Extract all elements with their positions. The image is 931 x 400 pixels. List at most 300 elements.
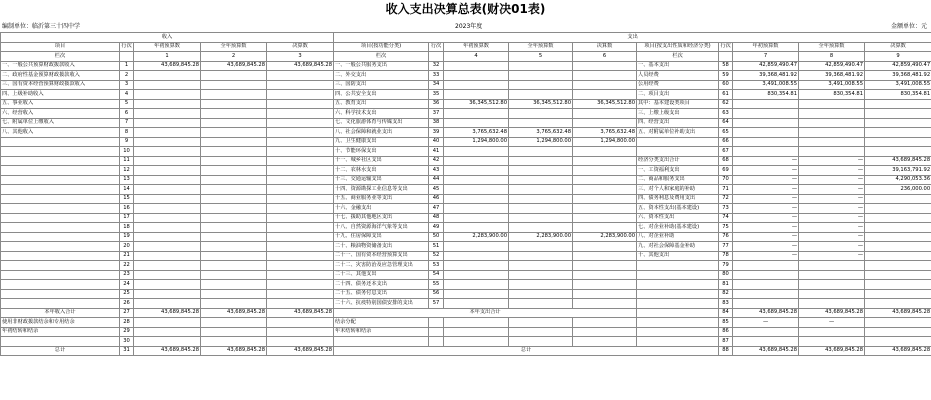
table-cell: [444, 337, 509, 347]
table-cell: 四、债务利息及费用支出: [637, 194, 719, 204]
table-cell: [201, 118, 267, 128]
table-cell: —: [799, 166, 865, 176]
table-cell: 82: [719, 289, 733, 299]
table-cell: 28: [120, 318, 134, 328]
table-cell: [201, 80, 267, 90]
table-cell: 36: [429, 99, 444, 109]
table-cell: [267, 166, 334, 176]
table-cell: 60: [719, 80, 733, 90]
table-cell: [134, 299, 201, 309]
line-header: 行次: [719, 42, 733, 52]
table-cell: [509, 80, 573, 90]
table-cell: [509, 223, 573, 233]
table-row: [1, 147, 931, 157]
table-row: [1, 204, 931, 214]
table-cell: 830,354.81: [865, 90, 931, 100]
table-cell: [201, 261, 267, 271]
table-cell: 88: [719, 346, 733, 356]
column-label: 栏次: [1, 52, 120, 62]
table-row: [1, 261, 931, 271]
table-cell: [201, 337, 267, 347]
table-cell: —: [733, 242, 799, 252]
table-cell: [637, 337, 719, 347]
col-num: 8: [799, 52, 865, 62]
table-cell: —: [799, 175, 865, 185]
table-cell: [573, 251, 637, 261]
table-cell: 87: [719, 337, 733, 347]
table-cell: [201, 71, 267, 81]
table-cell: —: [733, 223, 799, 233]
table-cell: [799, 299, 865, 309]
table-cell: 43,689,845.28: [865, 308, 931, 318]
table-cell: [573, 213, 637, 223]
table-cell: 七、附属单位上缴收入: [1, 118, 120, 128]
table-cell: 十、节能环保支出: [334, 147, 429, 157]
table-cell: 4: [120, 90, 134, 100]
table-cell: 59: [719, 71, 733, 81]
table-cell: [509, 156, 573, 166]
table-cell: —: [799, 232, 865, 242]
table-cell: [1, 270, 120, 280]
table-row: [1, 280, 931, 290]
table-cell: [444, 109, 509, 119]
table-cell: 9: [120, 137, 134, 147]
table-cell: [573, 175, 637, 185]
table-cell: [267, 71, 334, 81]
table-cell: 2,283,900.00: [573, 232, 637, 242]
table-row: [1, 61, 931, 71]
table-cell: —: [733, 213, 799, 223]
table-cell: 五、对附属单位补助支出: [637, 128, 719, 138]
table-cell: 45: [429, 185, 444, 195]
table-cell: [201, 299, 267, 309]
table-cell: [201, 137, 267, 147]
table-cell: [799, 261, 865, 271]
table-cell: [865, 194, 931, 204]
unit-label: 编制单位：临沂第三十四中学: [2, 23, 81, 30]
table-cell: 79: [719, 261, 733, 271]
table-cell: [444, 280, 509, 290]
currency-label: 金额单位：元: [890, 23, 927, 30]
table-cell: [134, 128, 201, 138]
table-cell: 3,491,008.55: [799, 80, 865, 90]
table-cell: [509, 251, 573, 261]
table-cell: [1, 213, 120, 223]
table-cell: 56: [429, 289, 444, 299]
table-cell: —: [733, 185, 799, 195]
table-cell: [267, 80, 334, 90]
table-cell: [865, 299, 931, 309]
table-cell: 65: [719, 128, 733, 138]
table-cell: [573, 156, 637, 166]
table-cell: [1, 280, 120, 290]
table-cell: 37: [429, 109, 444, 119]
table-cell: [134, 80, 201, 90]
table-cell: [1, 194, 120, 204]
table-cell: 62: [719, 99, 733, 109]
table-cell: 2,283,900.00: [444, 232, 509, 242]
carry-in-label: 年初结转和结余: [1, 327, 120, 337]
table-cell: [267, 128, 334, 138]
table-cell: [201, 185, 267, 195]
table-cell: 五、事业收入: [1, 99, 120, 109]
table-cell: [267, 137, 334, 147]
table-cell: 78: [719, 251, 733, 261]
table-cell: 3,491,008.55: [865, 80, 931, 90]
table-cell: [509, 118, 573, 128]
table-row: [1, 80, 931, 90]
table-cell: —: [733, 156, 799, 166]
table-cell: [201, 90, 267, 100]
table-cell: [573, 242, 637, 252]
table-cell: [865, 337, 931, 347]
col-num: 2: [201, 52, 267, 62]
table-cell: 17: [120, 213, 134, 223]
table-cell: 43,689,845.28: [134, 346, 201, 356]
table-cell: [134, 99, 201, 109]
table-cell: [865, 261, 931, 271]
table-cell: [134, 223, 201, 233]
col-num: 7: [733, 52, 799, 62]
table-cell: [733, 261, 799, 271]
table-cell: [201, 242, 267, 252]
table-cell: 3,491,008.55: [733, 80, 799, 90]
table-cell: 十七、援助其他地区支出: [334, 213, 429, 223]
table-cell: [201, 327, 267, 337]
col-num: 1: [134, 52, 201, 62]
table-cell: 23: [120, 270, 134, 280]
table-cell: [733, 118, 799, 128]
empty-cell: [120, 52, 134, 62]
table-cell: [444, 71, 509, 81]
header-row-2: [1, 42, 931, 52]
table-cell: 61: [719, 90, 733, 100]
table-row: [1, 109, 931, 119]
table-cell: 29: [120, 327, 134, 337]
table-cell: 五、教育支出: [334, 99, 429, 109]
table-cell: [134, 289, 201, 299]
table-cell: [134, 90, 201, 100]
table-cell: 50: [429, 232, 444, 242]
table-cell: [573, 327, 637, 337]
col-num: 6: [573, 52, 637, 62]
table-cell: —: [733, 251, 799, 261]
table-cell: [201, 213, 267, 223]
table-cell: [573, 261, 637, 271]
table-cell: —: [799, 204, 865, 214]
table-cell: 43,689,845.28: [865, 346, 931, 356]
table-cell: 三、国有资本经营预算财政拨款收入: [1, 80, 120, 90]
table-cell: [509, 61, 573, 71]
table-cell: [134, 337, 201, 347]
table-cell: 42,859,490.47: [799, 61, 865, 71]
table-cell: —: [733, 204, 799, 214]
table-cell: —: [799, 213, 865, 223]
table-cell: [733, 270, 799, 280]
table-cell: [1, 204, 120, 214]
table-cell: 67: [719, 147, 733, 157]
table-cell: [865, 242, 931, 252]
table-cell: [267, 318, 334, 328]
table-cell: —: [799, 223, 865, 233]
table-cell: 8: [120, 128, 134, 138]
table-cell: 3,765,632.48: [444, 128, 509, 138]
table-cell: 三、上缴上级支出: [637, 109, 719, 119]
table-cell: [267, 289, 334, 299]
table-cell: 人员经费: [637, 71, 719, 81]
header-row-1: [1, 33, 931, 43]
table-cell: [267, 109, 334, 119]
table-cell: 7: [120, 118, 134, 128]
table-cell: 32: [429, 61, 444, 71]
table-cell: [1, 175, 120, 185]
table-cell: 3,765,632.48: [573, 128, 637, 138]
table-cell: 42,859,490.47: [733, 61, 799, 71]
table-cell: [201, 109, 267, 119]
table-cell: [509, 280, 573, 290]
table-cell: [444, 80, 509, 90]
table-cell: 五、资本性支出(基本建设): [637, 204, 719, 214]
table-row: [1, 71, 931, 81]
table-cell: [509, 109, 573, 119]
report-title: 收入支出决算总表(财决01表): [385, 2, 546, 16]
table-cell: 18: [120, 223, 134, 233]
table-cell: 75: [719, 223, 733, 233]
table-cell: 二十六、抗疫特别国债安排的支出: [334, 299, 429, 309]
empty-cell: [637, 308, 719, 318]
report-table: [0, 32, 931, 356]
table-cell: 二十三、其他支出: [334, 270, 429, 280]
table-cell: [444, 90, 509, 100]
fund-use-label: 使用非财政拨款结余和专用结余: [1, 318, 120, 328]
table-cell: [134, 147, 201, 157]
table-cell: 九、卫生健康支出: [334, 137, 429, 147]
table-cell: 42: [429, 156, 444, 166]
table-cell: 830,354.81: [733, 90, 799, 100]
table-cell: [733, 109, 799, 119]
table-cell: [444, 223, 509, 233]
table-cell: [733, 99, 799, 109]
table-cell: [1, 299, 120, 309]
table-cell: [267, 232, 334, 242]
income-expense-total-row: [1, 308, 931, 318]
table-cell: 十六、金融支出: [334, 204, 429, 214]
table-cell: 44: [429, 175, 444, 185]
econ-item-header: 项目(按支出性质和经济分类): [637, 42, 719, 52]
table-cell: 六、经营收入: [1, 109, 120, 119]
table-cell: [201, 270, 267, 280]
table-cell: 七、文化旅游体育与传媒支出: [334, 118, 429, 128]
table-cell: [134, 270, 201, 280]
table-cell: 64: [719, 118, 733, 128]
col-num: 4: [444, 52, 509, 62]
table-cell: [637, 261, 719, 271]
table-row: [1, 185, 931, 195]
table-cell: 一、一般公共服务支出: [334, 61, 429, 71]
table-cell: 36,345,512.80: [444, 99, 509, 109]
table-cell: [573, 71, 637, 81]
column-number-row: [1, 52, 931, 62]
table-cell: [733, 280, 799, 290]
table-cell: [267, 299, 334, 309]
table-cell: 39,368,481.92: [733, 71, 799, 81]
table-cell: [134, 175, 201, 185]
table-cell: [573, 299, 637, 309]
func-item-header: 项目(按功能分类): [334, 42, 429, 52]
table-row: [1, 270, 931, 280]
table-cell: 1,294,800.00: [573, 137, 637, 147]
table-cell: —: [733, 318, 799, 328]
table-cell: —: [733, 232, 799, 242]
table-cell: [865, 99, 931, 109]
table-cell: [267, 185, 334, 195]
budget-initial-header: 年初预算数: [134, 42, 201, 52]
table-cell: [799, 337, 865, 347]
table-cell: 39: [429, 128, 444, 138]
table-cell: 236,000.00: [865, 185, 931, 195]
table-cell: [733, 147, 799, 157]
table-cell: [201, 251, 267, 261]
table-cell: [134, 156, 201, 166]
table-cell: 22: [120, 261, 134, 271]
table-cell: 74: [719, 213, 733, 223]
table-cell: [733, 128, 799, 138]
table-row: [1, 223, 931, 233]
table-cell: [1, 232, 120, 242]
table-cell: [1, 185, 120, 195]
table-cell: [573, 289, 637, 299]
table-cell: 二十五、债务付息支出: [334, 289, 429, 299]
table-cell: [637, 147, 719, 157]
table-cell: 77: [719, 242, 733, 252]
table-cell: [573, 166, 637, 176]
table-cell: 5: [120, 99, 134, 109]
table-cell: [799, 270, 865, 280]
table-cell: —: [799, 185, 865, 195]
expense-header: 支出: [334, 33, 931, 43]
table-cell: [509, 270, 573, 280]
table-cell: 41: [429, 147, 444, 157]
table-cell: [444, 261, 509, 271]
table-cell: 43,689,845.28: [201, 61, 267, 71]
table-cell: 27: [120, 308, 134, 318]
table-row: [1, 289, 931, 299]
table-cell: —: [799, 156, 865, 166]
table-cell: [444, 213, 509, 223]
table-cell: [267, 118, 334, 128]
table-cell: 43,689,845.28: [134, 308, 201, 318]
table-cell: 43: [429, 166, 444, 176]
table-cell: [134, 166, 201, 176]
table-cell: —: [733, 194, 799, 204]
table-cell: 4,290,053.36: [865, 175, 931, 185]
table-cell: 二十四、债务还本支出: [334, 280, 429, 290]
table-cell: [509, 90, 573, 100]
table-cell: 58: [719, 61, 733, 71]
table-cell: [573, 80, 637, 90]
table-cell: [509, 204, 573, 214]
table-cell: [134, 109, 201, 119]
table-cell: [134, 327, 201, 337]
table-cell: [444, 156, 509, 166]
table-cell: 57: [429, 299, 444, 309]
table-cell: [267, 270, 334, 280]
table-cell: [637, 318, 719, 328]
table-cell: [509, 289, 573, 299]
table-cell: 42,859,490.47: [865, 61, 931, 71]
table-cell: [865, 204, 931, 214]
carry-out-label: 年末结转和结余: [334, 327, 429, 337]
table-cell: 39,163,791.92: [865, 166, 931, 176]
final-header: 决算数: [865, 42, 931, 52]
table-cell: —: [799, 318, 865, 328]
table-cell: [573, 185, 637, 195]
col-num: 3: [267, 52, 334, 62]
table-cell: 86: [719, 327, 733, 337]
table-cell: [509, 261, 573, 271]
table-cell: 三、对个人和家庭的补助: [637, 185, 719, 195]
table-cell: 八、对企业补助: [637, 232, 719, 242]
table-cell: —: [799, 251, 865, 261]
table-cell: 21: [120, 251, 134, 261]
table-row: [1, 90, 931, 100]
table-cell: 1: [120, 61, 134, 71]
table-cell: 一、工资福利支出: [637, 166, 719, 176]
empty-cell: [429, 52, 444, 62]
table-cell: [799, 137, 865, 147]
table-cell: [1, 166, 120, 176]
table-cell: [444, 175, 509, 185]
table-cell: 一、一般公共预算财政拨款收入: [1, 61, 120, 71]
table-row: [1, 166, 931, 176]
table-cell: [201, 232, 267, 242]
table-cell: [573, 61, 637, 71]
table-cell: [444, 270, 509, 280]
table-cell: [509, 327, 573, 337]
column-label: 栏次: [637, 52, 719, 62]
table-cell: 经济分类支出合计: [637, 156, 719, 166]
table-cell: [509, 318, 573, 328]
table-cell: [637, 137, 719, 147]
table-cell: 十四、资源勘探工业信息等支出: [334, 185, 429, 195]
table-cell: [201, 223, 267, 233]
table-cell: 二十、粮油物资储备支出: [334, 242, 429, 252]
table-cell: [267, 156, 334, 166]
table-cell: [865, 213, 931, 223]
table-cell: 25: [120, 289, 134, 299]
table-cell: [267, 223, 334, 233]
table-cell: [1, 137, 120, 147]
table-cell: 四、公共安全支出: [334, 90, 429, 100]
expense-total-label: 本年支出合计: [334, 308, 637, 318]
table-cell: —: [733, 175, 799, 185]
table-cell: 55: [429, 280, 444, 290]
table-cell: 830,354.81: [799, 90, 865, 100]
table-cell: [637, 289, 719, 299]
table-cell: [201, 156, 267, 166]
table-cell: 69: [719, 166, 733, 176]
table-cell: 12: [120, 166, 134, 176]
table-row: [1, 213, 931, 223]
table-row: [1, 175, 931, 185]
table-cell: [573, 204, 637, 214]
table-row: [1, 99, 931, 109]
table-cell: 31: [120, 346, 134, 356]
table-cell: 二、政府性基金预算财政拨款收入: [1, 71, 120, 81]
table-cell: 43,689,845.28: [267, 61, 334, 71]
table-cell: [509, 299, 573, 309]
table-cell: [201, 280, 267, 290]
